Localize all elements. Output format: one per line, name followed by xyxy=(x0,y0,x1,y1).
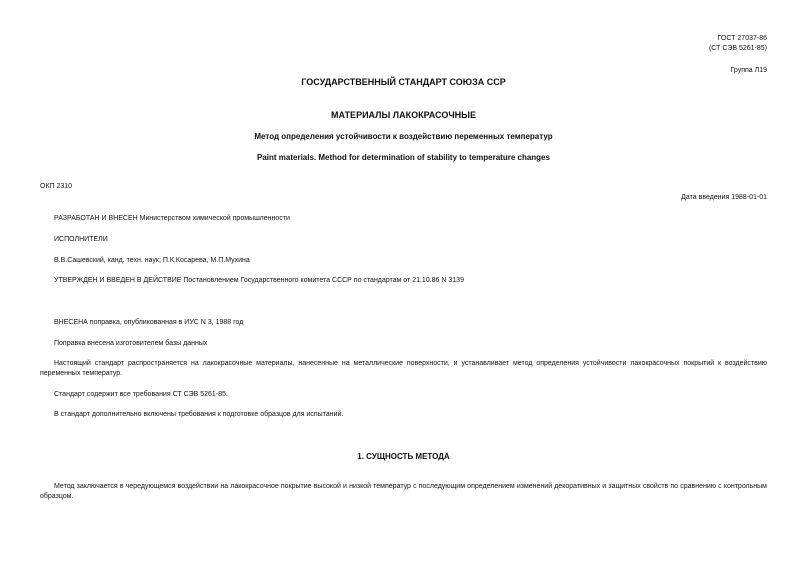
gost-number: ГОСТ 27037-86 xyxy=(717,35,767,42)
scope-paragraph: Настоящий стандарт распространяется на лакокрасочные материалы, нанесенные на металлические поверхности, и устанавливает метод определения устойчивости лакокрасочных покрытий к воздействию переменных температур. xyxy=(40,360,767,377)
state-standard-title: ГОСУДАРСТВЕННЫЙ СТАНДАРТ СОЮЗА ССР xyxy=(301,77,506,87)
group-label: Группа Л19 xyxy=(730,67,767,74)
contains-paragraph: Стандарт содержит все требования СТ СЭВ 5261-85. xyxy=(54,391,228,398)
amendment-text: ВНЕСЕНА поправка, опубликованная в ИУС N 3, 1988 год xyxy=(54,319,244,326)
materials-title: МАТЕРИАЛЫ ЛАКОКРАСОЧНЫЕ xyxy=(331,110,476,120)
executors-names: В.В.Сашевский, канд. техн. наук; П.К.Косарева, М.П.Мухина xyxy=(54,257,250,264)
method-title-en: Paint materials. Method for determination of stability to temperature changes xyxy=(257,153,550,162)
section-1-paragraph: Метод заключается в чередующемся воздействии на лакокрасочное покрытие высокой и низкой температур с последующим определением изменений декоративных и защитных свойств по сравнению с контрольным образцом. xyxy=(40,483,767,500)
method-title-ru: Метод определения устойчивости к воздействию переменных температур xyxy=(254,132,553,141)
additional-paragraph: В стандарт дополнительно включены требования к подготовке образцов для испытаний. xyxy=(54,411,344,418)
developed-by: РАЗРАБОТАН И ВНЕСЕН Министерством химической промышленности xyxy=(54,215,290,222)
amendment-note: Поправка внесена изготовителем базы данных xyxy=(54,340,208,347)
executors-label: ИСПОЛНИТЕЛИ xyxy=(54,236,108,243)
section-1-title: 1. СУЩНОСТЬ МЕТОДА xyxy=(357,452,450,461)
approved-text: УТВЕРЖДЕН И ВВЕДЕН В ДЕЙСТВИЕ Постановлением Государственного комитета СССР по стандартам от 21.10.86 N 3139 xyxy=(54,277,464,284)
introduction-date: Дата введения 1988-01-01 xyxy=(681,194,767,201)
cmea-number: (СТ СЭВ 5261-85) xyxy=(708,45,767,52)
okp-code: ОКП 2310 xyxy=(40,183,73,190)
